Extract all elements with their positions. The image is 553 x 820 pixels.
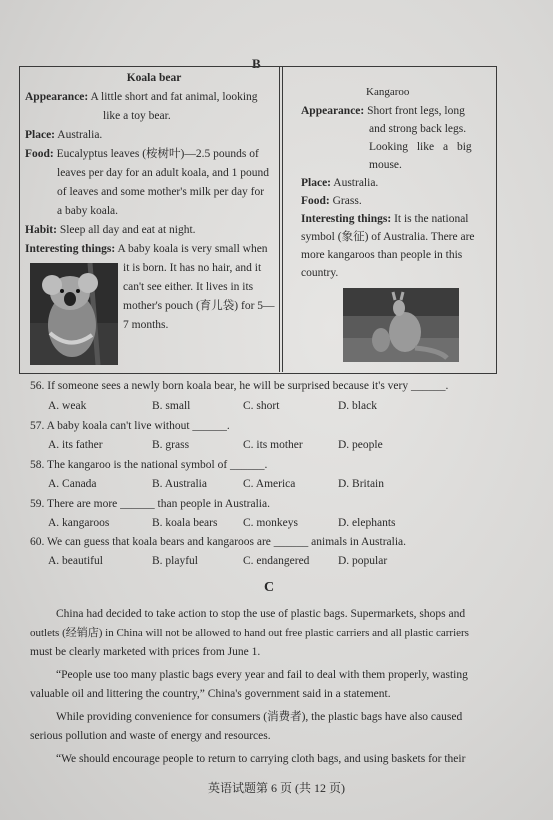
koala-food <box>25 145 283 164</box>
passage-c <box>30 605 500 769</box>
option-a: A. its father <box>48 439 103 451</box>
interesting-text-3: more kangaroos than people in this <box>301 249 463 261</box>
food-text: Grass. <box>332 195 362 207</box>
kangaroo-interesting <box>301 210 487 228</box>
appearance-label: Appearance: <box>301 105 365 117</box>
option-b: B. grass <box>152 439 190 451</box>
section-c-heading: C <box>264 580 275 595</box>
place-text: Australia. <box>333 177 379 189</box>
option-b: B. Australia <box>152 478 207 490</box>
place-label: Place: <box>301 177 332 189</box>
kangaroo-photo <box>343 288 459 362</box>
interesting-text-3: can't see either. It lives in its <box>123 281 254 293</box>
paragraph-2-line-1: “People use too many plastic bags every year and fail to deal with them properly, wasting <box>56 669 468 681</box>
place-label: Place: <box>25 129 56 141</box>
option-a: A. Canada <box>48 478 97 490</box>
interesting-text: It is the national <box>394 213 469 225</box>
section-b-heading: B <box>252 56 261 71</box>
paragraph-3-line-2: serious pollution and waste of energy and resources. <box>30 730 271 742</box>
appearance-text-2: like a toy bear. <box>103 110 171 122</box>
interesting-label: Interesting things: <box>301 213 392 225</box>
koala-interesting <box>25 240 283 259</box>
interesting-text-5: 7 months. <box>123 319 169 331</box>
interesting-text-2: symbol (象征) of Australia. There are <box>301 231 475 243</box>
paragraph-1-line-2: outlets (经销店) in China will not be allowed to hand out free plastic carriers and all plastic carriers <box>30 627 469 639</box>
interesting-text-4: country. <box>301 267 339 279</box>
option-d: D. elephants <box>338 517 396 529</box>
question-56: 56. If someone sees a newly born koala bear, he will be surprised because it's very ______. <box>30 380 449 392</box>
kangaroo-place <box>301 174 487 192</box>
kangaroo-food <box>301 192 487 210</box>
question-60: 60. We can guess that koala bears and kangaroos are ______ animals in Australia. <box>30 536 407 548</box>
paragraph-1-line-3: must be clearly marketed with prices from June 1. <box>30 646 261 658</box>
koala-photo <box>30 263 118 365</box>
question-58: 58. The kangaroo is the national symbol of ______. <box>30 459 268 471</box>
interesting-text: A baby koala is very small when <box>117 243 268 255</box>
option-b: B. koala bears <box>152 517 218 529</box>
food-text-4: a baby koala. <box>57 205 118 217</box>
option-d: D. popular <box>338 555 388 567</box>
appearance-text-4: mouse. <box>369 159 402 171</box>
question-59: 59. There are more ______ than people in Australia. <box>30 498 270 510</box>
appearance-text: Short front legs, long <box>367 105 465 117</box>
appearance-text-3: Looking like a big <box>369 141 472 153</box>
appearance-label: Appearance: <box>25 91 89 103</box>
kangaroo-appearance <box>301 102 487 120</box>
paragraph-2-line-2: valuable oil and littering the country,” China's government said in a statement. <box>30 688 391 700</box>
paragraph-3-line-1: While providing convenience for consumers (消费者), the plastic bags have also caused <box>56 711 463 723</box>
food-text-3: of leaves and some mother's milk per day for <box>57 186 265 198</box>
option-d: D. black <box>338 400 377 412</box>
koala-habit <box>25 221 283 240</box>
option-c: C. endangered <box>243 555 310 567</box>
appearance-text: A little short and fat animal, looking <box>90 91 258 103</box>
paragraph-1-line-1: China had decided to take action to stop the use of plastic bags. Supermarkets, shops and <box>56 608 466 620</box>
question-57: 57. A baby koala can't live without ______. <box>30 420 230 432</box>
food-text: Eucalyptus leaves (桉树叶)—2.5 pounds of <box>56 148 259 160</box>
option-b: B. small <box>152 400 191 412</box>
koala-appearance <box>25 88 283 107</box>
kangaroo-cell <box>301 102 487 282</box>
appearance-text-2: and strong back legs. <box>369 123 467 135</box>
place-text: Australia. <box>57 129 103 141</box>
kangaroo-heading: Kangaroo <box>366 86 410 98</box>
option-c: C. monkeys <box>243 517 298 529</box>
option-d: D. people <box>338 439 383 451</box>
food-label: Food: <box>25 148 54 160</box>
option-b: B. playful <box>152 555 198 567</box>
food-label: Food: <box>301 195 330 207</box>
koala-heading: Koala bear <box>126 72 182 84</box>
interesting-text-4: mother's pouch (育儿袋) for 5— <box>123 300 275 312</box>
option-a: A. beautiful <box>48 555 103 567</box>
option-c: C. short <box>243 400 280 412</box>
koala-place <box>25 126 283 145</box>
interesting-text-2: it is born. It has no hair, and it <box>123 262 262 274</box>
food-text-2: leaves per day for an adult koala, and 1 pound <box>57 167 270 179</box>
habit-text: Sleep all day and eat at night. <box>59 224 196 236</box>
option-d: D. Britain <box>338 478 384 490</box>
interesting-label: Interesting things: <box>25 243 116 255</box>
page-footer: 英语试题第 6 页 (共 12 页) <box>208 781 345 795</box>
option-c: C. its mother <box>243 439 303 451</box>
paragraph-4-line-1: “We should encourage people to return to carrying cloth bags, and using baskets for their <box>56 753 466 765</box>
option-a: A. weak <box>48 400 87 412</box>
option-c: C. America <box>243 478 296 490</box>
habit-label: Habit: <box>25 224 57 236</box>
option-a: A. kangaroos <box>48 517 110 529</box>
